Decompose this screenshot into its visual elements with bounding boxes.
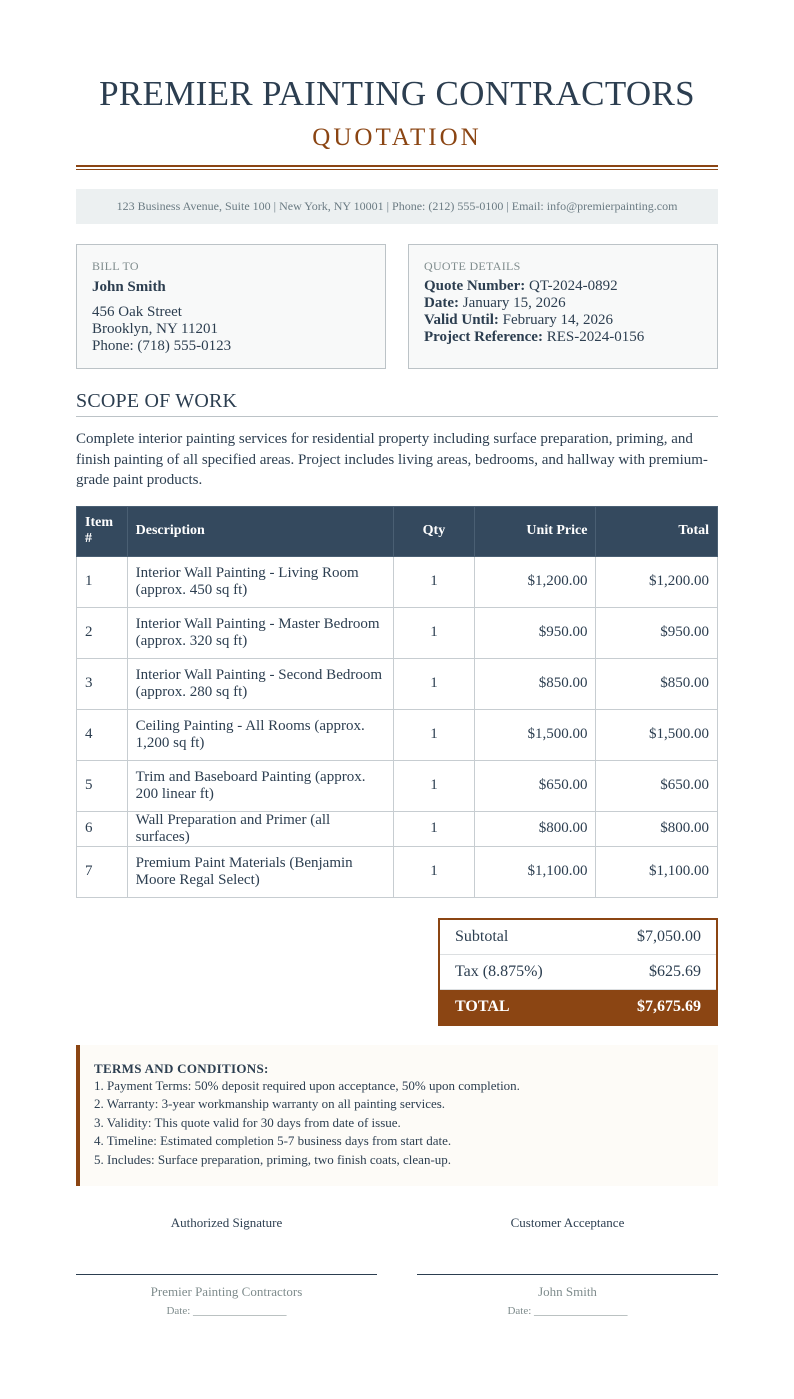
- customer-signature-line[interactable]: [417, 1274, 718, 1275]
- cell-unit-price: $650.00: [474, 760, 596, 811]
- customer-signature-date: Date: _________________: [507, 1304, 628, 1317]
- quote-details-box: [408, 244, 718, 369]
- cell-total: $1,100.00: [596, 846, 718, 897]
- table-row: [77, 556, 718, 607]
- table-row: [77, 709, 718, 760]
- authorized-signature-block: [76, 1215, 377, 1318]
- quote-number-row: [424, 278, 702, 295]
- table-row: [77, 607, 718, 658]
- company-name: PREMIER PAINTING CONTRACTORS: [99, 74, 695, 113]
- cell-item-number: 6: [77, 811, 128, 846]
- cell-description: Interior Wall Painting - Second Bedroom (approx. 280 sq ft): [127, 658, 393, 709]
- subtotal-label: Subtotal: [455, 927, 509, 945]
- line-items-table: [76, 506, 718, 898]
- grand-total-row: [440, 990, 716, 1024]
- terms-line: 3. Validity: This quote valid for 30 days from date of issue.: [94, 1114, 401, 1130]
- cell-qty: 1: [393, 760, 474, 811]
- tax-row: [440, 955, 716, 990]
- cell-description: Interior Wall Painting - Master Bedroom (approx. 320 sq ft): [127, 607, 393, 658]
- header-unit-price: Unit Price: [474, 506, 596, 556]
- quote-number: QT-2024-0892: [529, 278, 618, 294]
- cell-description: Trim and Baseboard Painting (approx. 200 linear ft): [127, 760, 393, 811]
- cell-description: Interior Wall Painting - Living Room (approx. 450 sq ft): [127, 556, 393, 607]
- cell-item-number: 2: [77, 607, 128, 658]
- cell-unit-price: $850.00: [474, 658, 596, 709]
- signature-section: [76, 1215, 718, 1318]
- subtotal-row: [440, 920, 716, 955]
- cell-unit-price: $1,500.00: [474, 709, 596, 760]
- tax-value: $625.69: [649, 962, 701, 980]
- terms-line: 2. Warranty: 3-year workmanship warranty on all painting services.: [94, 1096, 446, 1112]
- table-row: [77, 811, 718, 846]
- authorized-signature-date: Date: _________________: [166, 1304, 287, 1317]
- cell-total: $650.00: [596, 760, 718, 811]
- totals-box: [438, 918, 718, 1026]
- table-header-row: [77, 506, 718, 556]
- customer-address: [92, 304, 370, 355]
- table-row: [77, 658, 718, 709]
- customer-acceptance-label: Customer Acceptance: [510, 1214, 625, 1230]
- customer-acceptance-block: [417, 1215, 718, 1318]
- cell-total: $850.00: [596, 658, 718, 709]
- project-reference-row: [424, 329, 702, 346]
- quote-date-label: Date:: [424, 295, 459, 311]
- valid-until-row: [424, 312, 702, 329]
- document-title: QUOTATION: [312, 124, 482, 151]
- cell-item-number: 3: [77, 658, 128, 709]
- terms-and-conditions: [76, 1045, 718, 1186]
- cell-qty: 1: [393, 556, 474, 607]
- customer-signer-name: John Smith: [538, 1283, 597, 1299]
- terms-line: 4. Timeline: Estimated completion 5-7 business days from start date.: [94, 1133, 452, 1149]
- cell-total: $950.00: [596, 607, 718, 658]
- cell-unit-price: $800.00: [474, 811, 596, 846]
- cell-qty: 1: [393, 658, 474, 709]
- quote-details-label: QUOTE DETAILS: [424, 259, 521, 273]
- authorized-signer-name: Premier Painting Contractors: [150, 1283, 303, 1299]
- cell-unit-price: $950.00: [474, 607, 596, 658]
- header-item-number: Item #: [77, 506, 128, 556]
- cell-qty: 1: [393, 607, 474, 658]
- cell-description: Premium Paint Materials (Benjamin Moore Regal Select): [127, 846, 393, 897]
- quotation-document: [76, 0, 718, 1318]
- bill-to-box: [76, 244, 386, 369]
- cell-total: $800.00: [596, 811, 718, 846]
- cell-description: Wall Preparation and Primer (all surfaces): [127, 811, 393, 846]
- scope-description: Complete interior painting services for residential property including surface preparation, priming, and finish painting of all specified areas. Project includes living areas, bedrooms, and hallway with premium-grade paint products.: [76, 431, 708, 488]
- grand-total-label: TOTAL: [455, 997, 510, 1015]
- terms-line: 1. Payment Terms: 50% deposit required upon acceptance, 50% upon completion.: [94, 1077, 520, 1093]
- cell-qty: 1: [393, 811, 474, 846]
- quote-details-list: [424, 278, 702, 346]
- customer-phone: Phone: (718) 555-0123: [92, 338, 232, 354]
- bill-to-label: BILL TO: [92, 259, 139, 273]
- cell-unit-price: $1,200.00: [474, 556, 596, 607]
- info-boxes: [76, 244, 718, 369]
- cell-item-number: 4: [77, 709, 128, 760]
- header-divider: [76, 165, 718, 170]
- header-qty: Qty: [393, 506, 474, 556]
- cell-description: Ceiling Painting - All Rooms (approx. 1,200 sq ft): [127, 709, 393, 760]
- valid-until-label: Valid Until:: [424, 312, 499, 328]
- header-description: Description: [127, 506, 393, 556]
- authorized-signature-label: Authorized Signature: [170, 1214, 283, 1230]
- cell-item-number: 5: [77, 760, 128, 811]
- cell-qty: 1: [393, 709, 474, 760]
- table-row: [77, 760, 718, 811]
- terms-title: TERMS AND CONDITIONS:: [94, 1060, 269, 1076]
- cell-qty: 1: [393, 846, 474, 897]
- header-total: Total: [596, 506, 718, 556]
- company-contact-bar: 123 Business Avenue, Suite 100 | New York, NY 10001 | Phone: (212) 555-0100 | Email: info@premierpainting.com: [76, 189, 718, 224]
- cell-total: $1,200.00: [596, 556, 718, 607]
- scope-title: SCOPE OF WORK: [76, 390, 718, 417]
- quote-date-row: [424, 295, 702, 312]
- table-row: [77, 846, 718, 897]
- quote-date: January 15, 2026: [462, 295, 566, 311]
- customer-city: Brooklyn, NY 11201: [92, 321, 218, 337]
- valid-until: February 14, 2026: [502, 312, 614, 328]
- authorized-signature-line[interactable]: [76, 1274, 377, 1275]
- cell-unit-price: $1,100.00: [474, 846, 596, 897]
- customer-street: 456 Oak Street: [92, 304, 182, 320]
- subtotal-value: $7,050.00: [637, 927, 701, 945]
- cell-item-number: 7: [77, 846, 128, 897]
- customer-name: John Smith: [92, 279, 166, 295]
- cell-total: $1,500.00: [596, 709, 718, 760]
- project-reference: RES-2024-0156: [546, 329, 645, 345]
- cell-item-number: 1: [77, 556, 128, 607]
- quote-number-label: Quote Number:: [424, 278, 526, 294]
- terms-line: 5. Includes: Surface preparation, priming, two finish coats, clean-up.: [94, 1151, 452, 1167]
- project-reference-label: Project Reference:: [424, 329, 543, 345]
- grand-total-value: $7,675.69: [637, 997, 701, 1015]
- tax-label: Tax (8.875%): [455, 962, 543, 980]
